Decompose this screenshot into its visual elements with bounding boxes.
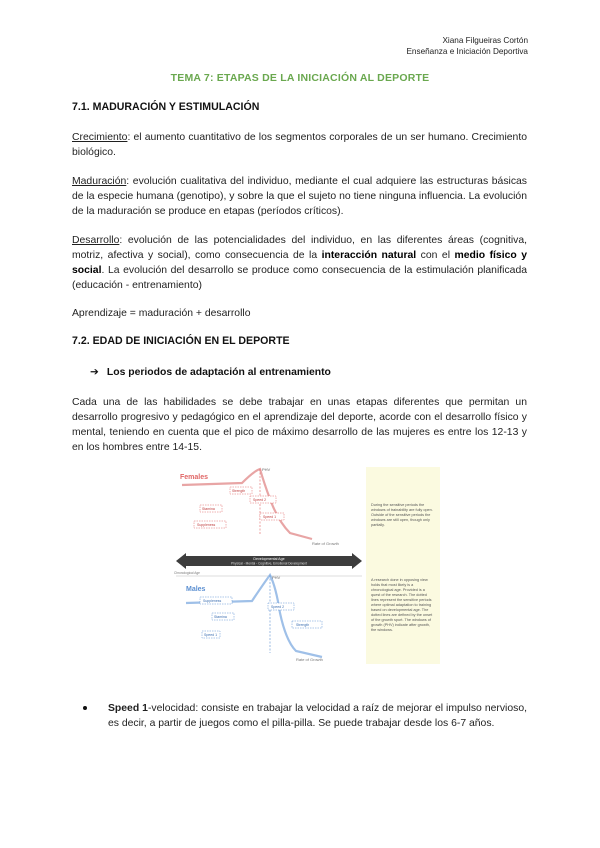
speed1-bullet	[90, 701, 527, 731]
header-course: Enseñanza e Iniciación Deportiva	[406, 47, 528, 56]
desarrollo-term: Desarrollo	[72, 235, 120, 246]
female-box-speed2-label: Speed 2	[253, 498, 267, 502]
figure-notes-panel	[366, 467, 440, 664]
chronological-age-label: Chronological Age	[174, 571, 200, 575]
male-phv-label: PHV	[272, 575, 281, 580]
header-author: Xiana Filgueiras Cortón	[442, 36, 528, 45]
male-box-suppleness-label: Suppleness	[203, 599, 222, 603]
female-box-strength-label: Strength	[232, 489, 246, 493]
female-boxes	[194, 487, 284, 528]
desarrollo-text-3: . La evolución del desarrollo se produce como consecuencia de la estimulación planificada (educación - entrenamiento)	[72, 265, 527, 291]
male-box-speed2-label: Speed 2	[271, 605, 285, 609]
female-phv-label: PHV	[262, 467, 271, 472]
crecimiento-term: Crecimiento	[72, 132, 128, 143]
female-box-speed1-label: Speed 1	[263, 515, 277, 519]
male-boxes	[200, 597, 322, 638]
maduracion-paragraph	[72, 174, 527, 219]
desarrollo-text-1: : evolución de las potencialidades del individuo, en las diferentes áreas (cognitiva, motriz, afectiva y social), como consecuencia de la	[72, 235, 527, 261]
male-box-speed1-label: Speed 1	[204, 633, 218, 637]
male-rate-of-growth: Rate of Growth	[296, 657, 323, 662]
bullet-dot-icon	[83, 706, 87, 710]
males-label: Males	[186, 586, 206, 593]
female-box-stamina-label: Stamina	[202, 507, 215, 511]
speed1-description: -velocidad: consiste en trabajar la velocidad a raíz de mejorar el impulso nervioso, es decir, a partir de juegos como el pilla-pilla. Se puede trabajar desde los 6-7 años.	[108, 703, 527, 729]
formula-line: Aprendizaje = maduración + desarrollo	[72, 308, 251, 319]
maduracion-text: : evolución cualitativa del individuo, mediante el cual adquiere las estructuras básicas de la especie humana (genotipo), y sobre la que el sujeto no tiene ninguna influencia. La evolución de la maduración se produce en etapas (períodos críticos).	[72, 176, 527, 217]
females-label: Females	[180, 474, 209, 481]
dev-age-subtitle: Physical - Mental - Cognitive, Emotional Development	[230, 561, 308, 566]
desarrollo-bold-1: interacción natural	[321, 250, 417, 261]
maduracion-term: Maduración	[72, 176, 127, 187]
arrow-icon: ➔	[90, 367, 99, 378]
page-title: TEMA 7: ETAPAS DE LA INICIACIÓN AL DEPORTE	[170, 72, 430, 84]
speed1-bullet-text	[90, 701, 527, 731]
desarrollo-paragraph	[72, 233, 527, 293]
figure-note-2: A research done in opposing view holds that most likely is a chronological age. Provided is a quest of the research. The dotted lines represent the sensitive periods where optimal adaptation to training based on developmental age. The dotted lines are defined by the onset of the growth spurt. The windows of growth (PHV) indicate after growth, the windows.	[371, 578, 433, 632]
section-1-heading: 7.1. MADURACIÓN Y ESTIMULACIÓN	[72, 101, 260, 113]
crecimiento-paragraph	[72, 130, 527, 160]
desarrollo-bold-2: medio físico y social	[72, 250, 527, 276]
section-2-heading: 7.2. EDAD DE INICIACIÓN EN EL DEPORTE	[72, 335, 290, 347]
male-box-stamina-label: Stamina	[214, 615, 227, 619]
female-rate-of-growth: Rate of Growth	[312, 541, 339, 546]
subheading-text: Los periodos de adaptación al entrenamiento	[106, 367, 331, 378]
crecimiento-text: : el aumento cuantitativo de los segmentos corporales de un ser humano. Crecimiento biológico.	[72, 132, 527, 158]
figure-note-1: During the sensitive periods the windows of trainability are fully open. Outside of the sensitive periods the windows are still open, though only partially.	[371, 503, 433, 527]
dev-age-title: Developmental Age	[253, 557, 285, 561]
desarrollo-text-2: con el	[416, 250, 455, 261]
speed1-label: Speed 1	[108, 703, 148, 714]
female-box-suppleness-label: Suppleness	[197, 523, 216, 527]
subheading	[90, 366, 331, 378]
male-box-strength-label: Strength	[296, 623, 310, 627]
male-growth-curve	[186, 575, 322, 657]
section-2-paragraph: Cada una de las habilidades se debe trabajar en unas etapas diferentes que permitan un desarrollo progresivo y pedagógico en el aprendizaje del deporte, acorde con el desarrollo físico y mental, teniendo en cuenta que el pico de máximo desarrollo de las mujeres es entre los 12-13 y en los hombres entre 14-15.	[72, 397, 527, 453]
